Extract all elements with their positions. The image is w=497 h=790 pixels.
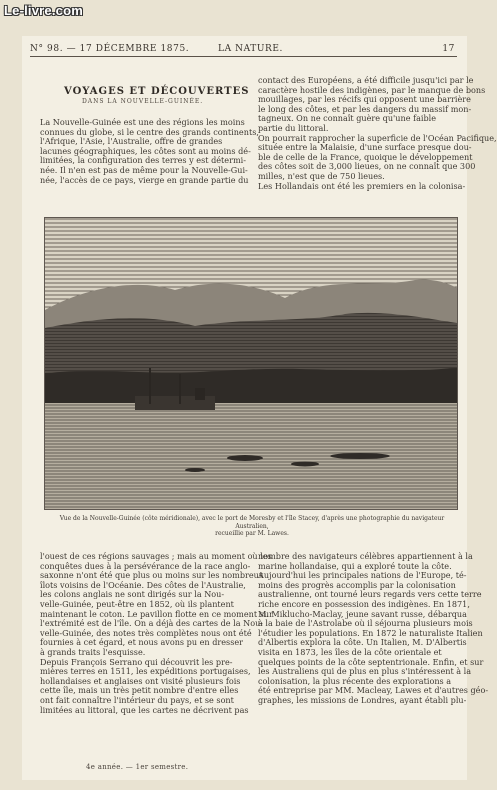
text-line: Les Hollandais ont été les premiers en la colonisa- [258,180,466,191]
text-line: située entre la Malaisie, d'une surface presque dou- [258,142,472,153]
caption-line: recueillie par M. Lawes. [215,530,289,537]
text-line: tagneux. On ne connaît guère qu'une faible [258,113,437,124]
text-line: australienne, ont tourné leurs regards vers cette terre [258,589,482,600]
text-line: limitées au littoral, que les cartes ne décrivent pas [40,704,249,715]
text-line: moins des progrès accomplis par la colonisation [258,579,456,590]
text-line: milles, n'est que de 750 lieues. [258,170,385,181]
text-line: velle-Guinée, des notes très complètes nous ont été [40,627,252,638]
text-line: La Nouvelle-Guinée est une des régions les moins [40,117,245,127]
text-line: velle-Guinée, peut-être en 1852, où ils plantent [40,598,234,609]
bottom-left-column [40,551,273,722]
article-subtitle: DANS LA NOUVELLE-GUINÉE. [82,98,204,105]
text-line: hollandaises et anglaises ont visité plusieurs fois [40,675,241,686]
text-line: les Australiens qui de plus en plus s'intéressent à la [258,666,472,677]
text-line: Aujourd'hui les principales nations de l'Europe, té- [258,570,467,581]
text-line: On pourrait rapprocher la superficie de l'Océan Pacifique, [258,132,497,143]
journal-name: LA NATURE. [218,44,284,54]
landscape-engraving [45,218,457,509]
text-line: marine hollandaise, qui a exploré toute la côte. [258,560,452,571]
text-line: connues du globe, si le centre des grands continents, [40,126,259,137]
article-title: VOYAGES ET DÉCOUVERTES [64,86,250,97]
text-line: contact des Européens, a été difficile jusqu'ici par le [258,75,474,85]
text-line: saxonne n'ont été que plus ou moins sur les nombreux [40,570,264,581]
text-line: riche encore en possession des indigènes. En 1871, [258,598,470,609]
text-line: îlots voisins de l'Océanie. Des côtes de l'Australie, [40,579,246,590]
top-left-column [40,117,259,214]
text-line: partie du littoral. [258,122,329,133]
text-line: ble de celle de la France, quoique le développement [258,151,473,162]
text-line: caractère hostile des indigènes, par le manque de bons [258,84,486,95]
text-line: fournies à cet égard, et nous avons pu en dresser [40,637,244,648]
text-line: née. Il n'en est pas de même pour la Nouvelle-Gui- [40,164,248,175]
text-line: l'ouest de ces régions sauvages ; mais au moment où les [40,551,272,561]
engraving-illustration [44,217,458,510]
text-line: l'Afrique, l'Asie, l'Australie, offre de grandes [40,136,223,147]
text-line: conquêtes dues à la persévérance de la race anglo- [40,560,251,571]
caption-line: Vue de la Nouvelle-Guinée (côte méridionale), avec le port de Moresby et l'île Stacey, d'après une photographie du navigateur Australien, [59,515,445,530]
text-line: cette île, mais un très petit nombre d'entre elles [40,685,239,696]
footer-note: 4e année. — 1er semestre. [86,763,189,771]
page-header [30,42,457,57]
text-line: graphes, les missions de Londres, ayant établi plu- [258,694,467,705]
text-line: le long des côtes, et par les dangers du massif mon- [258,103,472,114]
text-line: limitées, la configuration des terres y est détermi- [40,155,246,166]
text-line: lacunes géographiques, les côtes sont au moins dé- [40,145,251,156]
text-line: mières terres en 1511, les expéditions portugaises, [40,666,251,677]
text-line: colonisation, la plus récente des explorations a [258,675,452,686]
text-line: l'extrémité est de l'île. On a déjà des cartes de la Nou- [40,618,264,629]
text-line: des côtes soit de 3,000 lieues, on ne connaît que 300 [258,161,476,172]
text-line: d'Albertis explora la côte. Un Italien, M. D'Albertis [258,637,467,648]
text-line: l'étudier les populations. En 1872 le naturaliste Italien [258,627,483,638]
text-line: quelques points de la côte septentrionale. Enfin, et sur [258,656,484,667]
text-line: ont fait connaître l'intérieur du pays, et se sont [40,694,234,705]
text-line: mouillages, par les récifs qui opposent une barrière [258,94,471,105]
top-right-column [258,75,497,214]
text-line: nombre des navigateurs célèbres appartiennent à la [258,551,473,561]
text-line: M. Miklucho-Maclay, jeune savant russe, débarqua [258,608,467,619]
text-line: à grands traits l'esquisse. [40,646,146,657]
text-line: née, l'accès de ce pays, vierge en grande partie du [40,174,249,185]
watermark-logo: Le-livre.com [4,3,83,18]
text-line: Depuis François Serrano qui découvrit les pre- [40,656,233,667]
text-line: les colons anglais ne sont dirigés sur la Nou- [40,589,225,600]
page-number: 17 [442,44,455,54]
text-line: maintenant le coton. Le pavillon flotte en ce moment sur [40,608,273,619]
issue-date: N° 98. — 17 DÉCEMBRE 1875. [30,44,190,54]
text-line: été entreprise par MM. Macleay, Lawes et d'autres géo- [258,685,489,696]
bottom-right-column [258,551,489,712]
text-line: à la baie de l'Astrolabe où il séjourna plusieurs mois [258,618,473,629]
text-line: visita en 1873, les îles de la côte orientale et [258,646,442,657]
illustration-caption [52,515,452,538]
